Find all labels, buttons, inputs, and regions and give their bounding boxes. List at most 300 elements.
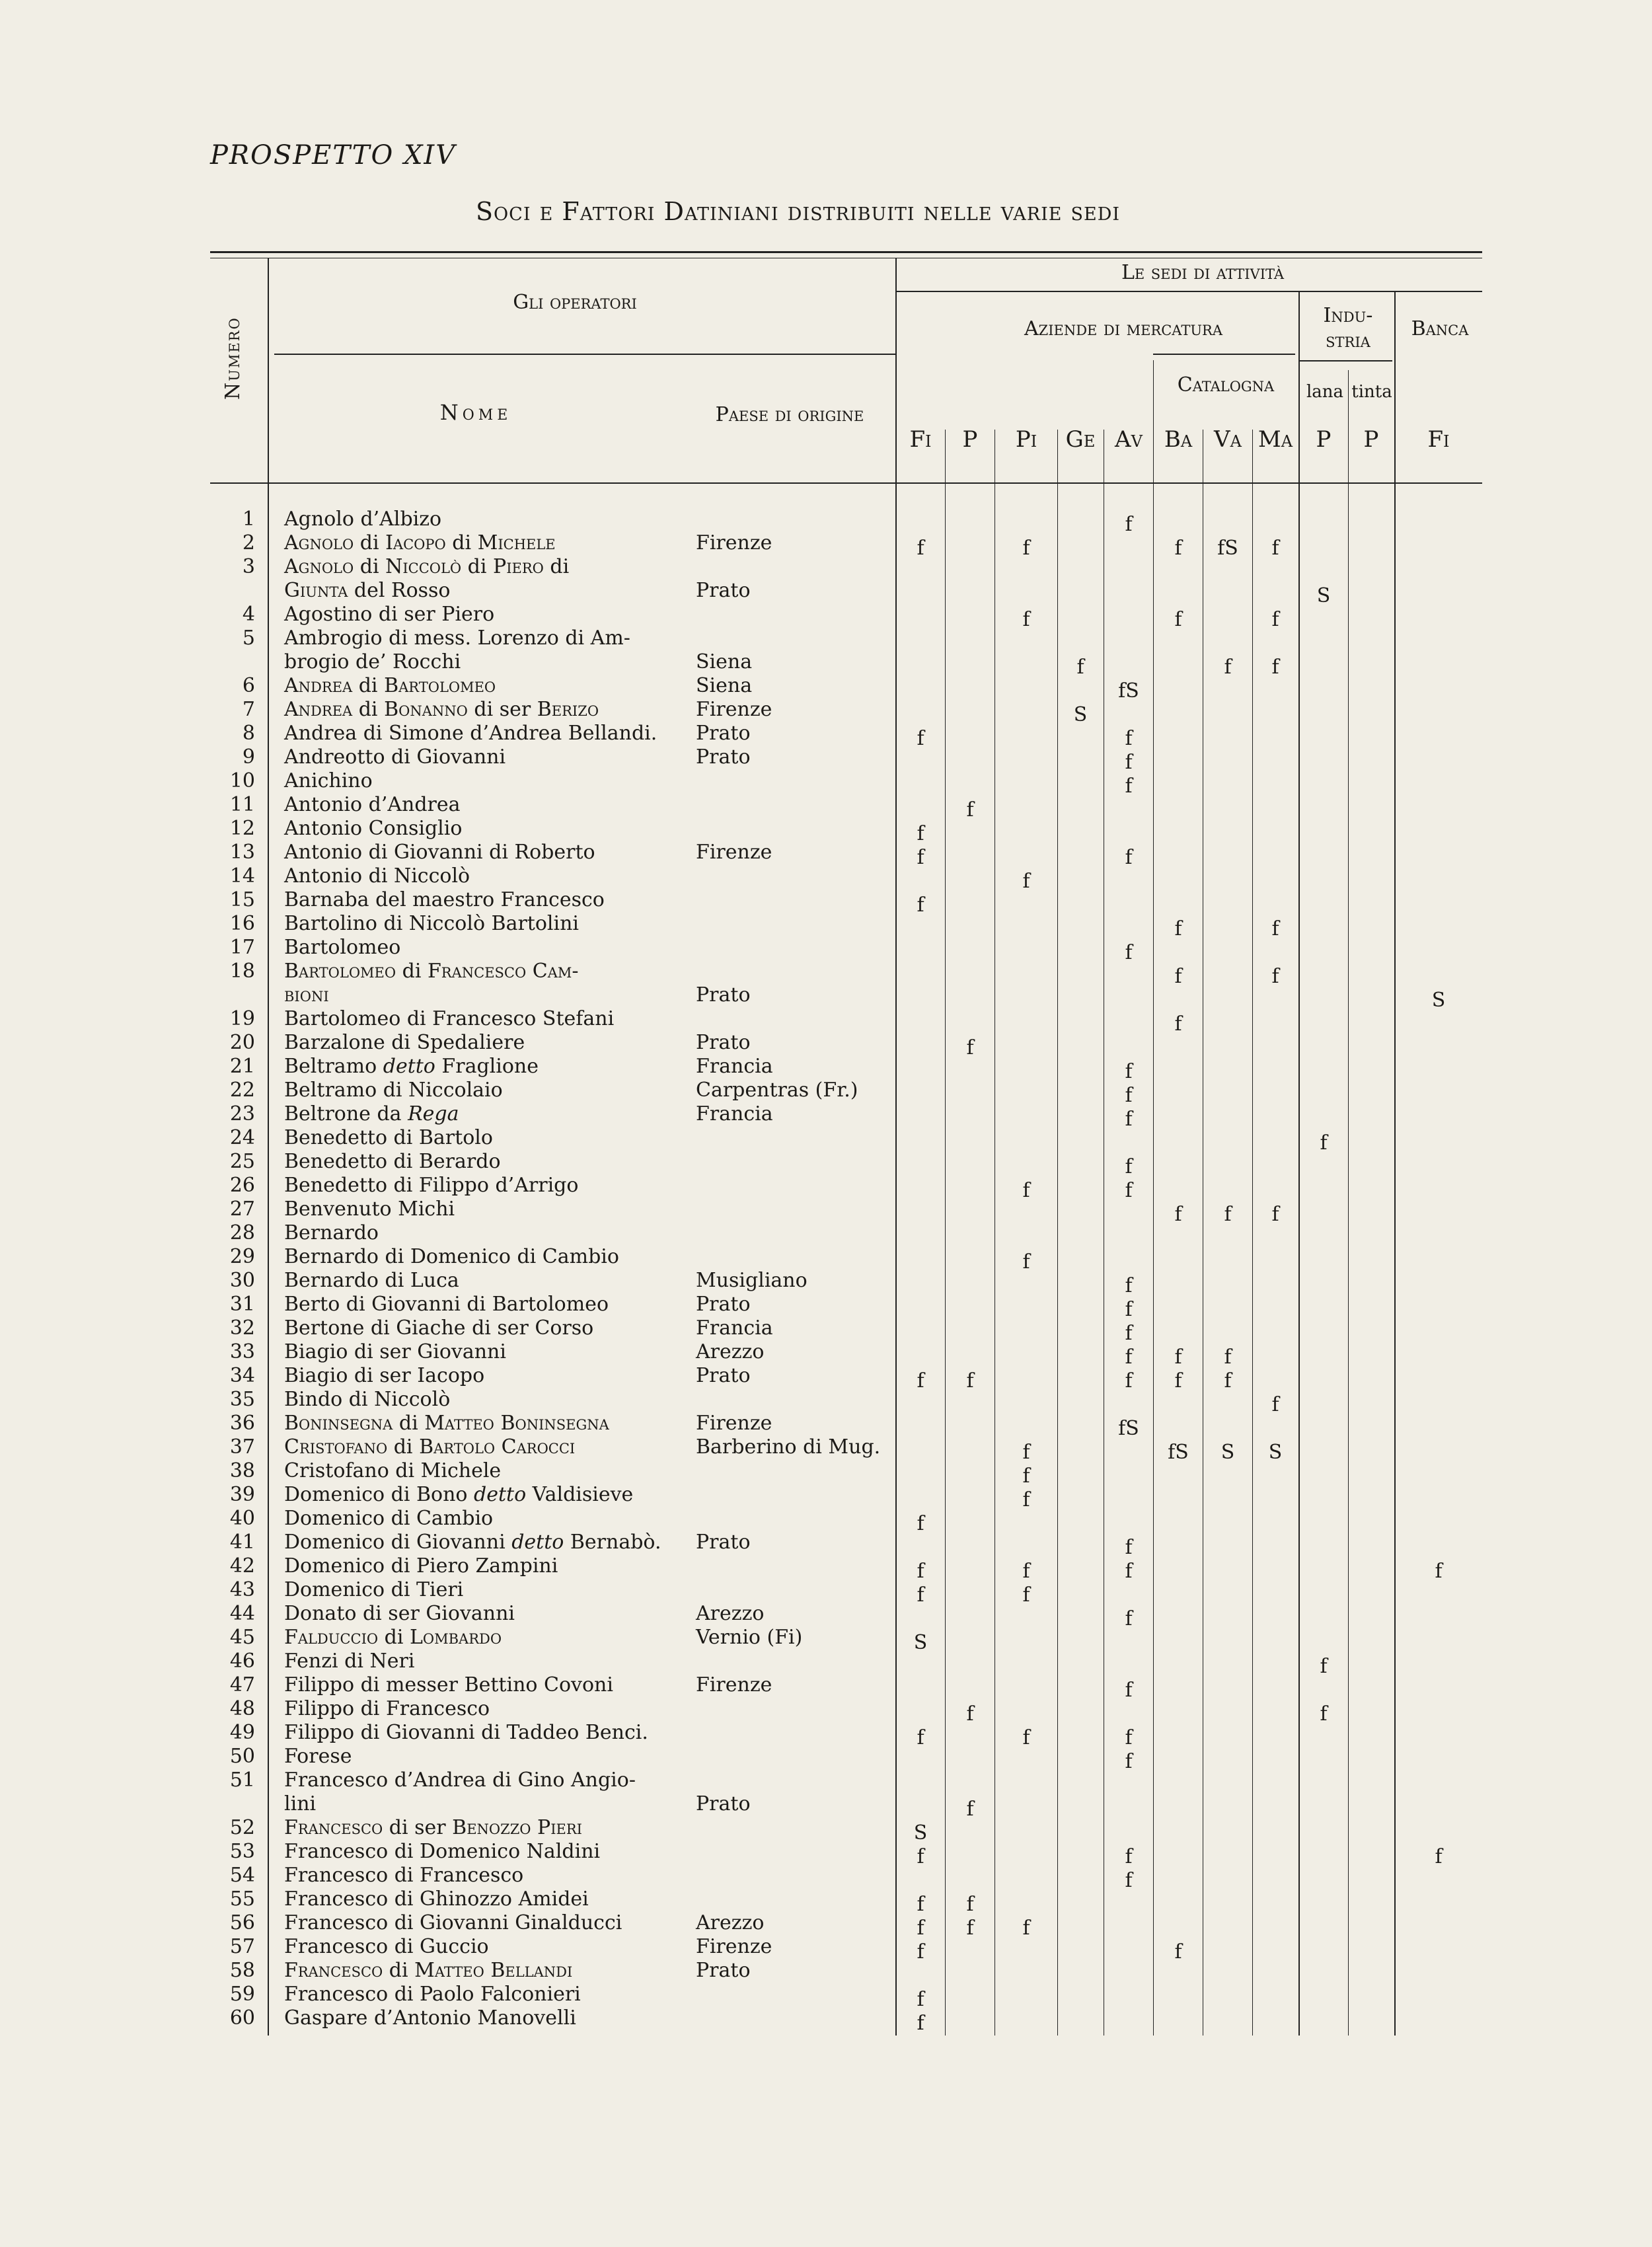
row-number: 8 — [242, 722, 255, 745]
row-number: 49 — [229, 1721, 255, 1744]
table-row — [0, 1174, 1652, 1202]
row-number: 7 — [242, 698, 255, 721]
row-number: 39 — [229, 1483, 255, 1506]
origin-town: Prato — [696, 1792, 751, 1815]
mark-av: f — [1125, 1369, 1133, 1392]
table-row — [0, 1816, 1652, 1845]
operator-name: Andreotto di Giovanni — [284, 745, 506, 769]
row-number: 9 — [242, 745, 255, 769]
mark-ba: f — [1174, 1369, 1182, 1392]
row-number: 13 — [229, 841, 255, 864]
row-number: 26 — [229, 1174, 255, 1197]
mark-fi: f — [917, 1583, 924, 1607]
mark-pi: f — [1022, 870, 1030, 893]
mark-pi: f — [1022, 1583, 1030, 1607]
row-number: 48 — [229, 1697, 255, 1720]
col-head-tinta: P — [1363, 426, 1379, 453]
mark-lana: f — [1320, 1655, 1328, 1678]
table-row — [0, 1150, 1652, 1178]
operator-name: Agnolo d’Albizo — [284, 508, 442, 531]
operator-name: Agnolo di Iacopo di Michele — [284, 531, 556, 554]
table-row — [0, 1697, 1652, 1726]
mark-pi: f — [1022, 1465, 1030, 1488]
operator-name: Filippo di messer Bettino Covoni — [284, 1673, 613, 1696]
mark-av: f — [1125, 1869, 1133, 1892]
mark-pi: f — [1022, 1250, 1030, 1274]
mark-ma: f — [1271, 965, 1279, 988]
mark-ma: f — [1271, 1393, 1279, 1416]
operator-name: Francesco di Francesco — [284, 1864, 524, 1887]
col-head-va: Va — [1214, 426, 1242, 453]
row-number: 3 — [242, 555, 255, 578]
mark-p: f — [966, 1036, 974, 1059]
operator-name: Benedetto di Bartolo — [284, 1126, 493, 1149]
title-part-2: distribuiti nelle varie sedi — [778, 197, 1121, 226]
table-row — [0, 1412, 1652, 1440]
mark-banca: f — [1435, 1845, 1443, 1868]
mark-fi: f — [917, 1893, 924, 1916]
table-row — [0, 1792, 1652, 1821]
operator-name: Biagio di ser Giovanni — [284, 1340, 506, 1363]
table-row — [0, 603, 1652, 631]
origin-town: Firenze — [696, 841, 772, 864]
row-number: 21 — [229, 1055, 255, 1078]
row-number: 24 — [229, 1126, 255, 1149]
operator-name: Beltramo detto Fraglione — [284, 1055, 539, 1078]
mark-ba: fS — [1168, 1441, 1189, 1464]
mark-ba: f — [1174, 917, 1182, 940]
mark-fi: f — [917, 1940, 924, 1963]
row-number: 42 — [229, 1554, 255, 1578]
mark-ma: S — [1268, 1441, 1283, 1464]
row-number: 31 — [229, 1293, 255, 1316]
mark-av: f — [1125, 1536, 1133, 1559]
table-row — [0, 1554, 1652, 1583]
row-number: 18 — [229, 960, 255, 983]
table-row — [0, 1959, 1652, 1983]
row-number: 46 — [229, 1650, 255, 1673]
origin-town: Firenze — [696, 1412, 772, 1435]
table-row — [0, 864, 1652, 893]
table-row — [0, 1935, 1652, 1963]
mark-banca: f — [1435, 1560, 1443, 1583]
mark-ba: f — [1174, 965, 1182, 988]
tinta-header: tinta — [1351, 382, 1392, 402]
operator-name: Antonio di Niccolò — [284, 864, 470, 888]
operator-name: Benedetto di Berardo — [284, 1150, 501, 1173]
table-row — [0, 1983, 1652, 2011]
origin-town: Musigliano — [696, 1269, 807, 1292]
table-row — [0, 1578, 1652, 1607]
row-number: 57 — [229, 1935, 255, 1958]
row-number: 33 — [229, 1340, 255, 1363]
mark-va: f — [1224, 1203, 1232, 1226]
table-row — [0, 1531, 1652, 1559]
mark-p: f — [966, 1369, 974, 1392]
table-row — [0, 1269, 1652, 1297]
row-number: 47 — [229, 1673, 255, 1696]
origin-town: Siena — [696, 650, 753, 673]
mark-ba: f — [1174, 1346, 1182, 1369]
row-number: 50 — [229, 1745, 255, 1768]
mark-av: f — [1125, 751, 1133, 774]
table-row — [0, 1102, 1652, 1131]
row-number: 44 — [229, 1602, 255, 1625]
mark-av: f — [1125, 1155, 1133, 1178]
table-row — [0, 745, 1652, 774]
mark-lana: f — [1320, 1702, 1328, 1726]
mark-av: f — [1125, 1108, 1133, 1131]
aziende-header: Aziende di mercatura — [1024, 317, 1223, 340]
table-row — [0, 1887, 1652, 1916]
mark-fi: f — [917, 1560, 924, 1583]
origin-town: Francia — [696, 1055, 773, 1078]
col-head-pi: Pi — [1015, 426, 1037, 453]
operator-name: Beltrone da Rega — [284, 1102, 459, 1125]
mark-pi: f — [1022, 608, 1030, 631]
operator-name: Andrea di Simone d’Andrea Bellandi. — [284, 722, 657, 745]
numero-header: Numero — [221, 317, 244, 400]
table-row — [0, 1316, 1652, 1345]
mark-av: f — [1125, 941, 1133, 964]
table-row — [0, 1626, 1652, 1654]
table-row — [0, 960, 1652, 988]
row-number: 34 — [229, 1364, 255, 1387]
table-title — [476, 197, 1120, 226]
banca-header: Banca — [1411, 317, 1469, 340]
mark-av: f — [1125, 1298, 1133, 1321]
row-number: 2 — [242, 531, 255, 554]
table-row — [0, 1602, 1652, 1630]
origin-town: Francia — [696, 1316, 773, 1340]
table-row — [0, 1293, 1652, 1321]
mark-ma: f — [1271, 537, 1279, 560]
mark-av: f — [1125, 775, 1133, 798]
origin-town: Arezzo — [696, 1340, 765, 1363]
table-row — [0, 817, 1652, 845]
mark-av: f — [1125, 1679, 1133, 1702]
operator-name: Francesco di Paolo Falconieri — [284, 1983, 581, 2006]
table-row — [0, 841, 1652, 869]
operator-name: Filippo di Giovanni di Taddeo Benci. — [284, 1721, 648, 1744]
table-row — [0, 1245, 1652, 1274]
row-number: 5 — [242, 627, 255, 650]
table-row — [0, 1435, 1652, 1464]
operator-name: Francesco d’Andrea di Gino Angio- — [284, 1769, 636, 1792]
col-head-banca: Fi — [1427, 426, 1450, 453]
origin-town: Prato — [696, 722, 751, 745]
mark-pi: f — [1022, 1917, 1030, 1940]
operator-name: Cristofano di Michele — [284, 1459, 502, 1482]
operator-name: Boninsegna di Matteo Boninsegna — [284, 1412, 609, 1435]
row-number: 53 — [229, 1840, 255, 1863]
row-number: 59 — [229, 1983, 255, 2006]
col-head-p: P — [962, 426, 978, 453]
table-row — [0, 1340, 1652, 1369]
table-row — [0, 555, 1652, 579]
operator-name: Antonio di Giovanni di Roberto — [284, 841, 595, 864]
industria-rule — [1298, 360, 1392, 362]
table-row — [0, 579, 1652, 607]
operator-name: Forese — [284, 1745, 352, 1768]
table-row — [0, 912, 1652, 940]
mark-av: f — [1125, 1060, 1133, 1083]
sedi-header: Le sedi di attività — [1121, 261, 1285, 284]
mark-fi: f — [917, 846, 924, 869]
origin-town: Francia — [696, 1102, 773, 1125]
table-row — [0, 531, 1652, 560]
operator-name: Bertone di Giache di ser Corso — [284, 1316, 594, 1340]
mark-fi: f — [917, 2012, 924, 2035]
operator-name: Agostino di ser Piero — [284, 603, 495, 626]
row-number: 58 — [229, 1959, 255, 1982]
origin-town: Firenze — [696, 698, 772, 721]
row-number: 19 — [229, 1007, 255, 1030]
mark-fi: S — [913, 1631, 928, 1654]
mark-ma: f — [1271, 917, 1279, 940]
row-number: 36 — [229, 1412, 255, 1435]
origin-town: Prato — [696, 983, 751, 1007]
operator-name: Francesco di Matteo Bellandi — [284, 1959, 573, 1982]
mark-fi: f — [917, 1726, 924, 1749]
mark-va: S — [1220, 1441, 1235, 1464]
operator-name: Agnolo di Niccolò di Piero di — [284, 555, 570, 578]
mark-fi: f — [917, 1845, 924, 1868]
table-row — [0, 1864, 1652, 1892]
table-row — [0, 1007, 1652, 1036]
row-number: 28 — [229, 1221, 255, 1244]
row-number: 55 — [229, 1887, 255, 1911]
operator-name: Francesco di Ghinozzo Amidei — [284, 1887, 589, 1911]
mark-av: fS — [1118, 1417, 1139, 1440]
mark-va: f — [1224, 656, 1232, 679]
operator-name: Filippo di Francesco — [284, 1697, 490, 1720]
mark-fi: f — [917, 727, 924, 750]
table-row — [0, 1483, 1652, 1511]
operator-name: Barzalone di Spedaliere — [284, 1031, 525, 1054]
mark-fi: f — [917, 1917, 924, 1940]
mark-banca: S — [1431, 989, 1446, 1012]
row-number: 45 — [229, 1626, 255, 1649]
mark-p: f — [966, 1893, 974, 1916]
table-row — [0, 936, 1652, 964]
table-row — [0, 888, 1652, 917]
table-row — [0, 1031, 1652, 1059]
row-number: 43 — [229, 1578, 255, 1601]
operator-name: Francesco di Guccio — [284, 1935, 489, 1958]
mark-fi: f — [917, 1512, 924, 1535]
table-row — [0, 769, 1652, 798]
table-row — [0, 1126, 1652, 1155]
mark-fi: f — [917, 894, 924, 917]
row-number: 22 — [229, 1079, 255, 1102]
mark-av: f — [1125, 1274, 1133, 1297]
col-head-ba: Ba — [1164, 426, 1193, 453]
mark-av: f — [1125, 1607, 1133, 1630]
origin-town: Siena — [696, 674, 753, 697]
mark-av: f — [1125, 1845, 1133, 1868]
paese-header: Paese di origine — [715, 403, 864, 426]
row-number: 14 — [229, 864, 255, 888]
mark-av: f — [1125, 1322, 1133, 1345]
mark-ma: f — [1271, 608, 1279, 631]
table-row — [0, 1079, 1652, 1107]
operator-name: Falduccio di Lombardo — [284, 1626, 502, 1649]
table-row — [0, 1507, 1652, 1535]
operator-name: Barnaba del maestro Francesco — [284, 888, 605, 911]
header-bottom-rule — [210, 482, 1482, 484]
row-number: 60 — [229, 2006, 255, 2030]
mark-av: f — [1125, 1346, 1133, 1369]
operator-name: Fenzi di Neri — [284, 1650, 415, 1673]
table-row — [0, 722, 1652, 750]
row-number: 54 — [229, 1864, 255, 1887]
operator-name: Bernardo di Luca — [284, 1269, 459, 1292]
operator-name: Bartolomeo di Francesco Stefani — [284, 1007, 615, 1030]
row-number: 15 — [229, 888, 255, 911]
operator-name: Bindo di Niccolò — [284, 1388, 451, 1411]
operator-name: Beltramo di Niccolaio — [284, 1079, 503, 1102]
row-number: 23 — [229, 1102, 255, 1125]
mark-p: f — [966, 1702, 974, 1726]
operator-name: Biagio di ser Iacopo — [284, 1364, 485, 1387]
table-row — [0, 1198, 1652, 1226]
table-row — [0, 2006, 1652, 2035]
mark-pi: f — [1022, 1488, 1030, 1511]
table-row — [0, 793, 1652, 821]
table-row — [0, 1769, 1652, 1792]
table-row — [0, 1911, 1652, 1940]
mark-p: f — [966, 1917, 974, 1940]
prospetto-label: PROSPETTO XIV — [210, 140, 457, 171]
mark-ba: f — [1174, 537, 1182, 560]
col-head-av: Av — [1115, 426, 1143, 453]
row-number: 40 — [229, 1507, 255, 1530]
mark-av: f — [1125, 1084, 1133, 1107]
table-row — [0, 1459, 1652, 1488]
mark-ba: f — [1174, 1203, 1182, 1226]
mark-ge: S — [1073, 703, 1088, 726]
operator-name: Donato di ser Giovanni — [284, 1602, 515, 1625]
table-row — [0, 1364, 1652, 1392]
industria-header-2: stria — [1326, 329, 1370, 352]
row-number: 10 — [229, 769, 255, 792]
mark-va: fS — [1217, 537, 1238, 560]
mark-p: f — [966, 1798, 974, 1821]
operator-name: Giunta del Rosso — [284, 579, 451, 602]
header-top-rule — [210, 251, 1482, 253]
table-row — [0, 698, 1652, 726]
table-row — [0, 1840, 1652, 1868]
row-number: 12 — [229, 817, 255, 840]
operator-name: brogio de’ Rocchi — [284, 650, 461, 673]
origin-town: Prato — [696, 1031, 751, 1054]
operator-name: Domenico di Cambio — [284, 1507, 494, 1530]
mark-av: f — [1125, 513, 1133, 536]
table-row — [0, 674, 1652, 703]
operator-name: Domenico di Giovanni detto Bernabò. — [284, 1531, 661, 1554]
mark-pi: f — [1022, 1441, 1030, 1464]
mark-ma: f — [1271, 656, 1279, 679]
operator-name: Bartolino di Niccolò Bartolini — [284, 912, 580, 935]
mark-fi: f — [917, 1369, 924, 1392]
row-number: 1 — [242, 508, 255, 531]
operator-name: Domenico di Tieri — [284, 1578, 464, 1601]
table-row — [0, 627, 1652, 650]
row-number: 38 — [229, 1459, 255, 1482]
origin-town: Prato — [696, 1959, 751, 1982]
table-row — [0, 1721, 1652, 1749]
mark-p: f — [966, 798, 974, 821]
origin-town: Firenze — [696, 1673, 772, 1696]
operator-name: Gaspare d’Antonio Manovelli — [284, 2006, 576, 2030]
operator-name: Francesco di Giovanni Ginalducci — [284, 1911, 622, 1934]
row-number: 20 — [229, 1031, 255, 1054]
table-row — [0, 1673, 1652, 1702]
mark-av: fS — [1118, 679, 1139, 703]
operator-name: Andrea di Bartolomeo — [284, 674, 496, 697]
mark-av: f — [1125, 846, 1133, 869]
mark-pi: f — [1022, 537, 1030, 560]
nome-header: Nome — [439, 400, 512, 425]
row-number: 52 — [229, 1816, 255, 1839]
row-number: 56 — [229, 1911, 255, 1934]
operator-name: Benedetto di Filippo d’Arrigo — [284, 1174, 579, 1197]
mark-fi: f — [917, 1988, 924, 2011]
operator-name: Domenico di Piero Zampini — [284, 1554, 558, 1578]
catalogna-rule — [1153, 354, 1295, 355]
mark-lana: f — [1320, 1131, 1328, 1155]
operator-name: Bartolomeo di Francesco Cam- — [284, 960, 579, 983]
row-number: 51 — [229, 1769, 255, 1792]
origin-town: Prato — [696, 1293, 751, 1316]
row-number: 29 — [229, 1245, 255, 1268]
operator-name: Antonio Consiglio — [284, 817, 463, 840]
col-head-ge: Ge — [1065, 426, 1096, 453]
row-number: 32 — [229, 1316, 255, 1340]
mark-av: f — [1125, 727, 1133, 750]
mark-ba: f — [1174, 608, 1182, 631]
row-number: 35 — [229, 1388, 255, 1411]
operator-name: bioni — [284, 983, 329, 1007]
origin-town: Prato — [696, 745, 751, 769]
row-number: 37 — [229, 1435, 255, 1459]
operator-name: Francesco di Domenico Naldini — [284, 1840, 601, 1863]
operator-name: Francesco di ser Benozzo Pieri — [284, 1816, 582, 1839]
row-number: 4 — [242, 603, 255, 626]
mark-pi: f — [1022, 1179, 1030, 1202]
operator-name: Anichino — [284, 769, 373, 792]
origin-town: Vernio (Fi) — [696, 1626, 803, 1649]
operator-name: Berto di Giovanni di Bartolomeo — [284, 1293, 609, 1316]
origin-town: Prato — [696, 579, 751, 602]
table-row — [0, 508, 1652, 536]
lana-header: lana — [1306, 382, 1344, 402]
mark-ba: f — [1174, 1940, 1182, 1963]
operator-name: Cristofano di Bartolo Carocci — [284, 1435, 576, 1459]
row-number: 30 — [229, 1269, 255, 1292]
operator-name: Antonio d’Andrea — [284, 793, 461, 816]
mark-av: f — [1125, 1179, 1133, 1202]
table-row — [0, 1388, 1652, 1416]
operator-name: Domenico di Bono detto Valdisieve — [284, 1483, 634, 1506]
mark-fi: S — [913, 1821, 928, 1845]
mark-av: f — [1125, 1726, 1133, 1749]
operator-name: Benvenuto Michi — [284, 1198, 455, 1221]
col-head-lana: P — [1316, 426, 1332, 453]
origin-town: Carpentras (Fr.) — [696, 1079, 858, 1102]
operator-name: Bernardo — [284, 1221, 379, 1244]
